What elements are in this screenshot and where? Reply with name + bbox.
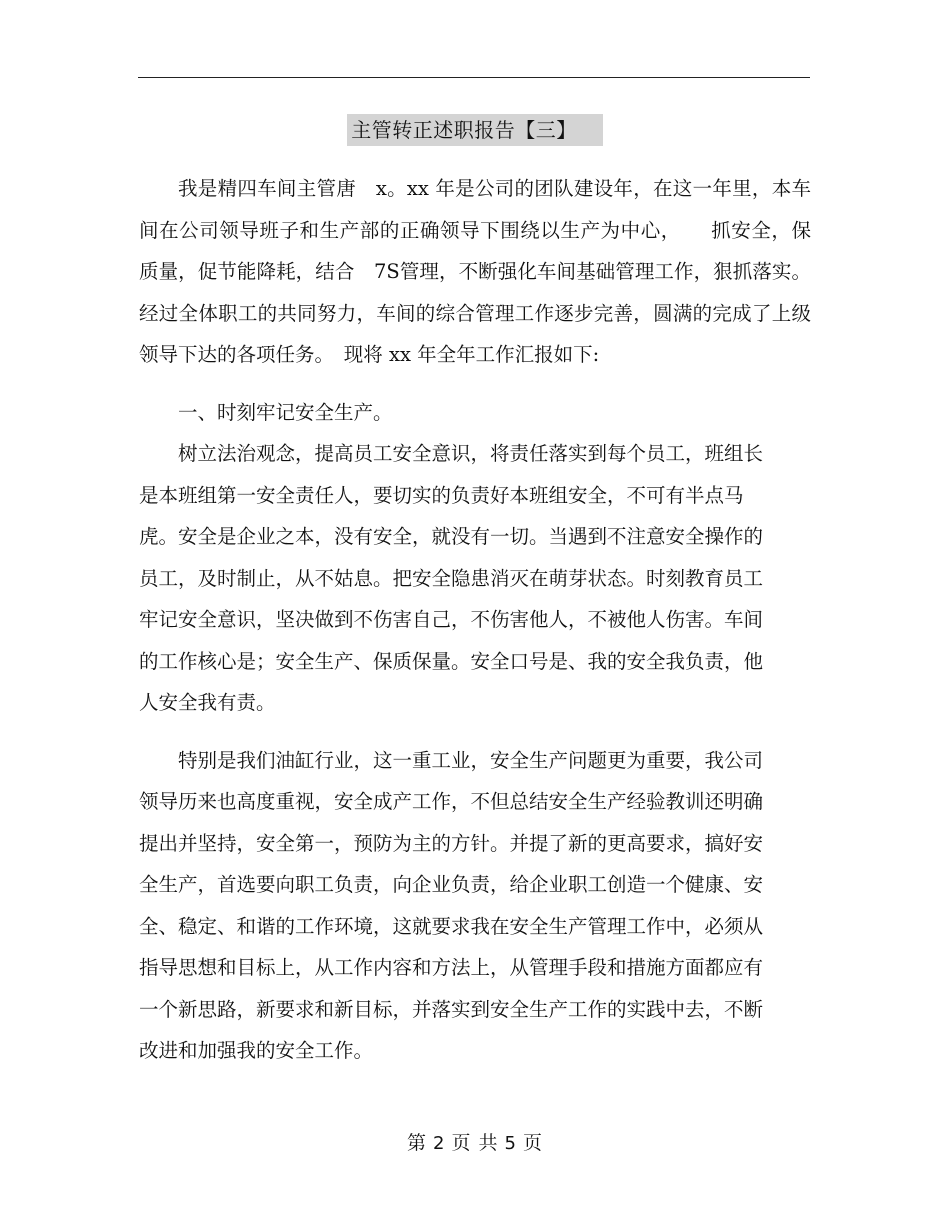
footer-middle: 页 共 — [451, 1132, 499, 1154]
document-body — [139, 168, 811, 1072]
footer-prefix: 第 — [407, 1132, 428, 1154]
page-total: 5 — [504, 1133, 517, 1154]
document-title: 主管转正述职报告【三】 — [347, 114, 603, 146]
footer-suffix: 页 — [522, 1132, 543, 1154]
page-number: 2 — [433, 1133, 446, 1154]
intro-paragraph: 我是精四车间主管唐 x。xx 年是公司的团队建设年，在这一年里，本车间在公司领导班子和生产部的正确领导下围绕以生产为中心， 抓安全，保质量，促节能降耗，结合 7S管理，不断强化车间基础管理工作，狠抓落实。经过全体职工的共同努力，车间的综合管理工作逐步完善，圆满的完成了上级领导下达的各项任务。 现将 xx 年全年工作汇报如下: — [139, 177, 811, 366]
industry-paragraph: 特别是我们油缸行业，这一重工业，安全生产问题更为重要，我公司领导历来也高度重视，安全成产工作，不但总结安全生产经验教训还明确提出并坚持，安全第一，预防为主的方针。并提了新的更高要求，搞好安全生产，首选要向职工负责，向企业负责，给企业职工创造一个健康、安全、稳定、和谐的工作环境，这就要求我在安全生产管理工作中，必须从指导思想和目标上，从工作内容和方法上，从管理手段和措施方面都应有一个新思路，新要求和新目标，并落实到安全生产工作的实践中去，不断改进和加强我的安全工作。 — [139, 748, 764, 1062]
page-footer — [0, 1128, 950, 1155]
title-container — [0, 114, 950, 146]
safety-paragraph: 树立法治观念，提高员工安全意识，将责任落实到每个员工，班组长是本班组第一安全责任人，要切实的负责好本班组安全，不可有半点马虎。安全是企业之本，没有安全，就没有一切。当遇到不注意安全操作的员工，及时制止，从不姑息。把安全隐患消灭在萌芽状态。时刻教育员工牢记安全意识，坚决做到不伤害自己，不伤害他人，不被他人伤害。车间的工作核心是；安全生产、保质保量。安全口号是、我的安全我负责，他人安全我有责。 — [139, 442, 764, 714]
section-heading-safety: 一、时刻牢记安全生产。 — [178, 400, 393, 424]
header-rule — [138, 77, 810, 78]
